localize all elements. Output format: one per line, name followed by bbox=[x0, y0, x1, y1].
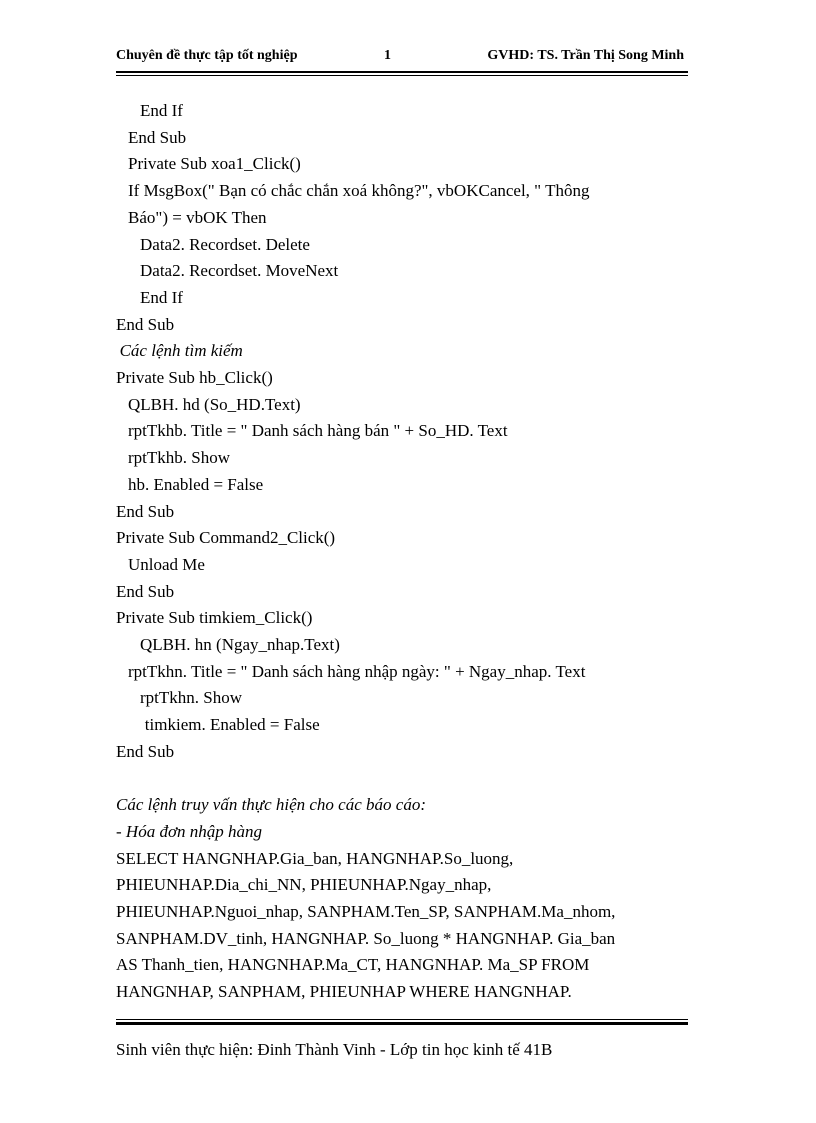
text-line: End If bbox=[140, 287, 183, 307]
text-line: Private Sub hb_Click() bbox=[116, 368, 273, 387]
text-line: Private Sub Command2_Click() bbox=[116, 528, 336, 548]
text-line: SANPHAM.DV_tinh, HANGNHAP. So_luong * HANGNHAP. Gia_ban bbox=[116, 928, 616, 948]
text-line: Báo") = vbOK Then bbox=[128, 207, 267, 227]
footer-rule-thick bbox=[116, 1022, 688, 1025]
text-line: PHIEUNHAP.Dia_chi_NN, PHIEUNHAP.Ngay_nhap, bbox=[116, 875, 492, 895]
text-line: End Sub bbox=[116, 741, 175, 761]
text-line: rptTkhn. Title = " Danh sách hàng nhập ngày: " + Ngay_nhap. Text bbox=[128, 661, 586, 681]
header-title: Chuyên đề thực tập tốt nghiệp bbox=[116, 48, 298, 63]
header-rule-thick bbox=[116, 71, 688, 73]
text-line: Data2. Recordset. Delete bbox=[140, 234, 310, 254]
header-advisor: GVHD: TS. Trần Thị Song Minh bbox=[487, 48, 684, 63]
text-line: HANGNHAP, SANPHAM, PHIEUNHAP WHERE HANGNHAP. bbox=[116, 982, 572, 1002]
text-line: End If bbox=[140, 101, 183, 120]
footer-rule-thin bbox=[116, 1019, 688, 1020]
header-rule-thin bbox=[116, 75, 688, 76]
text-line: End Sub bbox=[116, 581, 175, 601]
text-line: rptTkhb. Title = " Danh sách hàng bán " + So_HD. Text bbox=[128, 421, 508, 441]
page-number: 1 bbox=[384, 48, 391, 63]
text-line: QLBH. hd (So_HD.Text) bbox=[128, 394, 301, 414]
text-line: Private Sub xoa1_Click() bbox=[128, 154, 301, 174]
page-header bbox=[116, 48, 688, 70]
text-line: PHIEUNHAP.Nguoi_nhap, SANPHAM.Ten_SP, SANPHAM.Ma_nhom, bbox=[116, 902, 616, 921]
text-line: AS Thanh_tien, HANGNHAP.Ma_CT, HANGNHAP. Ma_SP FROM bbox=[116, 955, 590, 975]
page-footer: Sinh viên thực hiện: Đinh Thành Vinh - Lớp tin học kinh tế 41B bbox=[116, 1040, 553, 1059]
text-line: Unload Me bbox=[128, 554, 205, 574]
text-line: If MsgBox(" Bạn có chắc chắn xoá không?", vbOKCancel, " Thông bbox=[128, 181, 590, 201]
text-line: QLBH. hn (Ngay_nhap.Text) bbox=[140, 635, 340, 654]
text-line: SELECT HANGNHAP.Gia_ban, HANGNHAP.So_luong, bbox=[116, 848, 514, 868]
text-line: Các lệnh tìm kiếm bbox=[119, 341, 243, 361]
text-line: rptTkhb. Show bbox=[128, 448, 230, 468]
text-line: Data2. Recordset. MoveNext bbox=[140, 261, 339, 281]
text-line: Private Sub timkiem_Click() bbox=[116, 608, 313, 628]
text-line: End Sub bbox=[116, 314, 175, 334]
text-line: timkiem. Enabled = False bbox=[144, 715, 320, 735]
text-line: End Sub bbox=[128, 127, 187, 147]
text-line: End Sub bbox=[116, 501, 175, 521]
text-line: hb. Enabled = False bbox=[128, 474, 264, 494]
text-line: Các lệnh truy vấn thực hiện cho các báo cáo: bbox=[116, 795, 426, 815]
text-line: - Hóa đơn nhập hàng bbox=[116, 821, 263, 841]
text-line: rptTkhn. Show bbox=[140, 688, 242, 708]
